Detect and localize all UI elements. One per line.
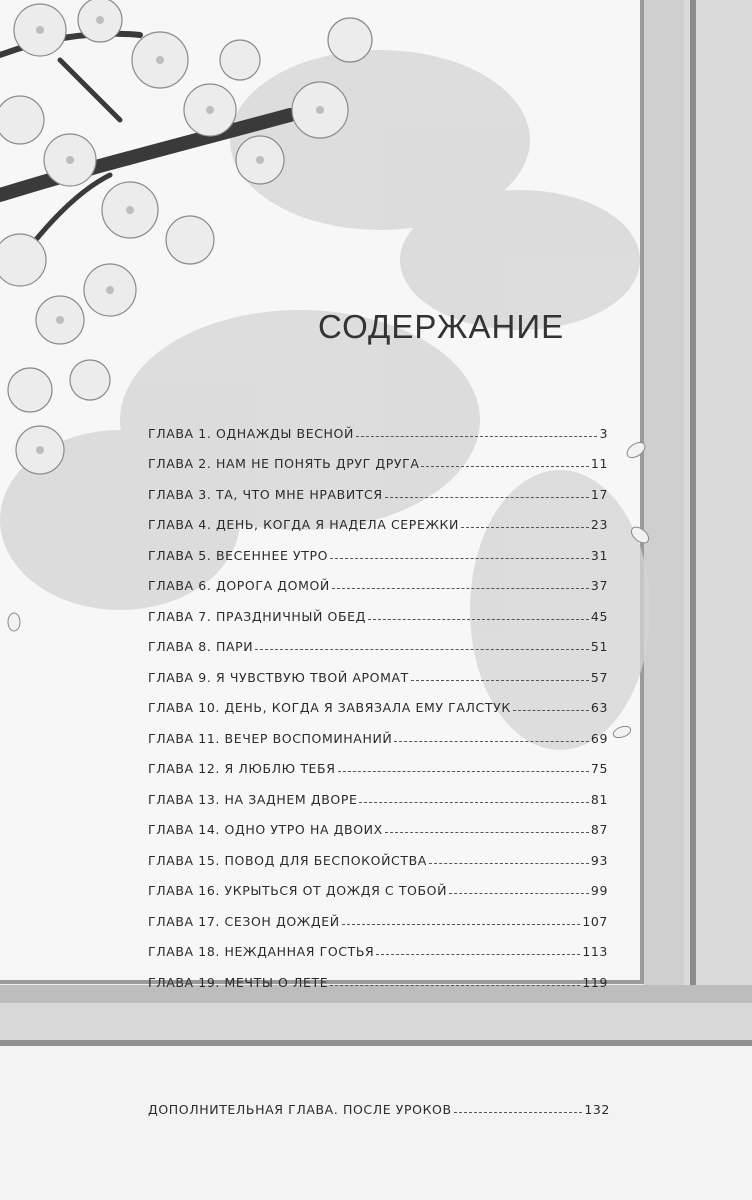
toc-entry-label: ГЛАВА 13. НА ЗАДНЕМ ДВОРЕ — [148, 791, 358, 807]
dotted-leader — [376, 954, 580, 955]
toc-entry-11[interactable] — [148, 715, 608, 746]
extra-chapter-section — [148, 1095, 610, 1117]
dotted-leader — [330, 558, 589, 559]
toc-entry-page: 45 — [590, 608, 608, 624]
toc-entry-page: 31 — [590, 547, 608, 563]
toc-entry-6[interactable] — [148, 563, 608, 594]
toc-entry-2[interactable] — [148, 441, 608, 472]
table-of-contents — [148, 410, 608, 990]
toc-entry-page: 87 — [590, 822, 608, 837]
dotted-leader — [368, 619, 589, 620]
toc-entry-5[interactable] — [148, 532, 608, 563]
dotted-leader — [332, 588, 589, 589]
toc-entry-page: 132 — [584, 1102, 610, 1117]
toc-entry-extra[interactable] — [148, 1095, 610, 1117]
toc-entry-label: ГЛАВА 18. НЕЖДАННАЯ ГОСТЬЯ — [148, 944, 375, 959]
toc-entry-12[interactable] — [148, 746, 608, 777]
toc-entry-page: 51 — [590, 639, 608, 654]
toc-entry-9[interactable] — [148, 654, 608, 685]
toc-entry-label: ГЛАВА 17. СЕЗОН ДОЖДЕЙ — [148, 913, 340, 929]
toc-entry-page: 107 — [582, 913, 608, 929]
toc-entry-label: ГЛАВА 8. ПАРИ — [148, 639, 254, 654]
dotted-leader — [385, 497, 589, 498]
dotted-leader — [359, 802, 588, 803]
dotted-leader — [356, 436, 597, 437]
dotted-leader — [338, 771, 589, 772]
toc-entry-3[interactable] — [148, 471, 608, 502]
toc-entry-label: ГЛАВА 6. ДОРОГА ДОМОЙ — [148, 578, 330, 593]
toc-entry-1[interactable] — [148, 410, 608, 441]
toc-entry-label: ГЛАВА 5. ВЕСЕННЕЕ УТРО — [148, 547, 329, 563]
toc-entry-page: 99 — [590, 883, 608, 898]
toc-entry-page: 23 — [590, 517, 608, 532]
toc-entry-label: ГЛАВА 15. ПОВОД ДЛЯ БЕСПОКОЙСТВА — [148, 852, 427, 868]
dotted-leader — [385, 832, 589, 833]
page-title: СОДЕРЖАНИЕ — [318, 308, 565, 345]
toc-entry-13[interactable] — [148, 776, 608, 807]
toc-entry-label: ГЛАВА 19. МЕЧТЫ О ЛЕТЕ — [148, 974, 329, 990]
toc-entry-label: ГЛАВА 4. ДЕНЬ, КОГДА Я НАДЕЛА СЕРЕЖКИ — [148, 517, 459, 532]
toc-entry-7[interactable] — [148, 593, 608, 624]
toc-entry-19[interactable] — [148, 959, 608, 990]
toc-entry-page: 119 — [582, 974, 608, 990]
dotted-leader — [330, 985, 580, 986]
toc-entry-label: ГЛАВА 12. Я ЛЮБЛЮ ТЕБЯ — [148, 761, 336, 776]
dotted-leader — [513, 710, 589, 711]
toc-entry-label: ГЛАВА 9. Я ЧУВСТВУЮ ТВОЙ АРОМАТ — [148, 669, 409, 685]
toc-entry-label: ГЛАВА 3. ТА, ЧТО МНЕ НРАВИТСЯ — [148, 486, 383, 502]
toc-entry-8[interactable] — [148, 624, 608, 655]
toc-entry-18[interactable] — [148, 929, 608, 960]
dotted-leader — [429, 863, 589, 864]
toc-entry-page: 63 — [590, 700, 608, 715]
toc-entry-page: 57 — [590, 669, 608, 685]
dotted-leader — [461, 527, 589, 528]
toc-entry-page: 81 — [590, 791, 608, 807]
toc-entry-17[interactable] — [148, 898, 608, 929]
dotted-leader — [411, 680, 589, 681]
toc-entry-14[interactable] — [148, 807, 608, 838]
toc-entry-page: 69 — [590, 730, 608, 746]
toc-entry-page: 3 — [599, 425, 608, 441]
toc-entry-4[interactable] — [148, 502, 608, 533]
toc-entry-page: 37 — [590, 578, 608, 593]
dotted-leader — [255, 649, 589, 650]
dotted-leader — [421, 466, 588, 467]
toc-entry-label: ГЛАВА 10. ДЕНЬ, КОГДА Я ЗАВЯЗАЛА ЕМУ ГАЛСТУК — [148, 700, 511, 715]
toc-entry-label: ГЛАВА 7. ПРАЗДНИЧНЫЙ ОБЕД — [148, 608, 366, 624]
toc-entry-page: 17 — [590, 486, 608, 502]
toc-entry-label: ДОПОЛНИТЕЛЬНАЯ ГЛАВА. ПОСЛЕ УРОКОВ — [148, 1102, 452, 1117]
toc-entry-label: ГЛАВА 2. НАМ НЕ ПОНЯТЬ ДРУГ ДРУГА — [148, 456, 420, 471]
dotted-leader — [454, 1112, 583, 1113]
toc-entry-16[interactable] — [148, 868, 608, 899]
dotted-leader — [449, 893, 589, 894]
toc-entry-page: 93 — [590, 852, 608, 868]
toc-entry-page: 113 — [582, 944, 608, 959]
toc-entry-15[interactable] — [148, 837, 608, 868]
dotted-leader — [342, 924, 581, 925]
toc-entry-label: ГЛАВА 11. ВЕЧЕР ВОСПОМИНАНИЙ — [148, 730, 393, 746]
toc-entry-label: ГЛАВА 1. ОДНАЖДЫ ВЕСНОЙ — [148, 425, 354, 441]
toc-entry-10[interactable] — [148, 685, 608, 716]
toc-entry-page: 11 — [590, 456, 608, 471]
toc-entry-page: 75 — [590, 761, 608, 776]
toc-entry-label: ГЛАВА 16. УКРЫТЬСЯ ОТ ДОЖДЯ С ТОБОЙ — [148, 883, 448, 898]
dotted-leader — [394, 741, 589, 742]
toc-entry-label: ГЛАВА 14. ОДНО УТРО НА ДВОИХ — [148, 822, 383, 837]
